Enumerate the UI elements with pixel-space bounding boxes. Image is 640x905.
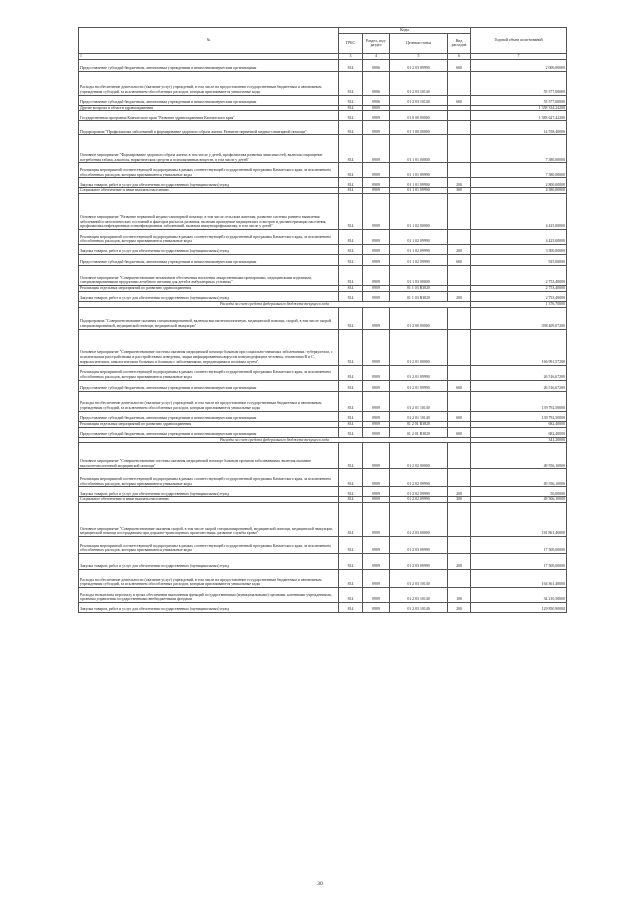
cs-cell: 01 2 03 00000 <box>390 503 448 537</box>
grbs-cell: 814 <box>339 307 363 329</box>
vr-cell <box>448 71 471 95</box>
name-cell: Закупка товаров, работ и услуг для обеспечения государственных (муниципальных) нужд <box>79 178 339 188</box>
cs-cell: 01 2 01 R3820 <box>390 427 448 437</box>
vr-cell <box>448 266 471 286</box>
header-index: 1 <box>79 53 339 59</box>
sum-cell: 4 425,00000 <box>471 194 567 230</box>
vr-cell: 600 <box>448 95 471 105</box>
sum-cell: 139 792,50000 <box>471 411 567 421</box>
razdel-cell: 0909 <box>363 255 390 266</box>
sum-cell: 2 800,00000 <box>471 178 567 188</box>
cs-cell: 01 2 01 09990 <box>390 380 448 391</box>
name-cell: Основное мероприятие "Развитие первичной медико-санитарной помощи, в том числе сельским жителям, развитие системы раннего выявления заболеваний и патологических состояний и факторов риска их развития, включая проведение медицинских осмотров и диспансеризации населения, профилактика инфекционных и неинфекционных заболеваний, включая иммунопрофилактику, в том числе у детей" <box>79 194 339 230</box>
table-row <box>79 365 567 380</box>
razdel-cell: 0909 <box>363 307 390 329</box>
razdel-cell: 0909 <box>363 497 390 503</box>
header-index: 6 <box>448 53 471 59</box>
sum-cell: 398 409,07200 <box>471 307 567 329</box>
sum-cell: 2 753,40000 <box>471 291 567 301</box>
name-cell: Социальное обеспечение и иные выплаты населению <box>79 497 339 503</box>
sum-cell: 139 792,50000 <box>471 391 567 411</box>
grbs-cell: 814 <box>339 469 363 487</box>
vr-cell <box>448 230 471 245</box>
table-row <box>79 291 567 301</box>
name-cell: Подпрограмма "Совершенствование оказания специализированной, включая высокотехнологичную, медицинской помощи, скорой, в том числе скорой специализированной, медицинской помощи, медицинской эвакуации" <box>79 307 339 329</box>
grbs-cell: 814 <box>339 230 363 245</box>
grbs-cell: 814 <box>339 365 363 380</box>
name-cell: Основное мероприятие "Совершенствование оказания скорой, в том числе скорой специализированной, медицинской помощи, медицинской эвакуации, медицинской помощи пострадавшим при дорожно-транспортных происшествиях, развитие службы крови" <box>79 503 339 537</box>
name-cell: Основное мероприятие "Совершенствование системы оказания медицинской помощи больным прочими заболеваниями, включая оказание высокотехнологичной медицинской помощи" <box>79 443 339 469</box>
cs-cell: 01 2 03 10140 <box>390 570 448 588</box>
sum-cell: 682,40000 <box>471 427 567 437</box>
sum-cell: 50,00000 <box>471 487 567 497</box>
cs-cell: 01 1 02 09990 <box>390 255 448 266</box>
grbs-cell: 814 <box>339 554 363 570</box>
sum-cell: 17 500,00000 <box>471 537 567 554</box>
table-body <box>79 59 567 613</box>
grbs-cell: 814 <box>339 487 363 497</box>
name-cell: Расходы на обеспечение деятельности (оказание услуг) учреждений, в том числе на предоставление государственным бюджетным и автономным учреждениям субсидий, за исключением обособленных расходов, которым присваиваются уникальные коды <box>79 71 339 95</box>
cs-cell: 01 1 02 09990 <box>390 245 448 255</box>
table-row <box>79 95 567 105</box>
razdel-cell: 0909 <box>363 588 390 603</box>
header-index: 5 <box>390 53 448 59</box>
grbs-cell: 814 <box>339 135 363 163</box>
name-cell: Расходы на выплаты персоналу в целях обеспечения выполнения функций государственными (муниципальными) органами, казенными учреждениями, органами управления государственными внебюджетными фондами <box>79 588 339 603</box>
table-row <box>79 469 567 487</box>
header-index: 4 <box>363 53 390 59</box>
cs-cell: 01 2 01 10140 <box>390 391 448 411</box>
sum-cell: 17 500,00000 <box>471 554 567 570</box>
cs-cell: 01 2 01 10140 <box>390 411 448 421</box>
name-cell: Расходы на обеспечение деятельности (оказание услуг) учреждений, в том числе на предоставление государственным бюджетным и автономным учреждениям субсидий, за исключением обособленных расходов, которым присваиваются уникальные коды <box>79 391 339 411</box>
table-row <box>79 307 567 329</box>
header-index: 3 <box>339 53 363 59</box>
grbs-cell: 814 <box>339 503 363 537</box>
razdel-cell: 0909 <box>363 487 390 497</box>
vr-cell: 300 <box>448 497 471 503</box>
vr-cell <box>448 365 471 380</box>
name-cell: Подпрограмма "Профилактика заболеваний и формирование здорового образа жизни. Развитие первичной медико-санитарной помощи" <box>79 121 339 135</box>
cs-cell: 01 2 01 R3820 <box>390 421 448 427</box>
vr-cell: 300 <box>448 188 471 194</box>
name-cell: Закупка товаров, работ и услуг для обеспечения государственных (муниципальных) нужд <box>79 487 339 497</box>
table-row <box>79 59 567 71</box>
name-cell: Закупка товаров, работ и услуг для обеспечения государственных (муниципальных) нужд <box>79 245 339 255</box>
header-razdel: Раздел, под-раздел <box>363 33 390 53</box>
sum-cell: 2 753,40000 <box>471 286 567 292</box>
grbs-cell: 814 <box>339 537 363 554</box>
vr-cell: 600 <box>448 59 471 71</box>
table-row <box>79 427 567 437</box>
grbs-cell: 814 <box>339 59 363 71</box>
cs-cell: 01 2 03 10140 <box>390 603 448 613</box>
razdel-cell: 0909 <box>363 603 390 613</box>
razdel-cell: 0909 <box>363 178 390 188</box>
razdel-cell: 0906 <box>363 59 390 71</box>
grbs-cell: 814 <box>339 121 363 135</box>
vr-cell: 600 <box>448 380 471 391</box>
vr-cell: 200 <box>448 245 471 255</box>
grbs-cell: 814 <box>339 588 363 603</box>
header-codes: Коды <box>339 28 471 34</box>
sum-cell: 49 556,10000 <box>471 443 567 469</box>
name-cell: Закупка товаров, работ и услуг для обеспечения государственных (муниципальных) нужд <box>79 603 339 613</box>
cs-cell: 01 1 00 00000 <box>390 121 448 135</box>
table-row <box>79 380 567 391</box>
razdel-cell: 0909 <box>363 286 390 292</box>
razdel-cell: 0909 <box>363 245 390 255</box>
cs-cell: 01 1 01 09990 <box>390 178 448 188</box>
cs-cell: 01 2 01 00000 <box>390 329 448 365</box>
sum-cell: 129 850,90000 <box>471 603 567 613</box>
cs-cell: 01 2 03 10140 <box>390 71 448 95</box>
vr-cell: 200 <box>448 487 471 497</box>
grbs-cell: 814 <box>339 194 363 230</box>
table-row <box>79 71 567 95</box>
razdel-cell: 0909 <box>363 135 390 163</box>
vr-cell <box>448 570 471 588</box>
table-row <box>79 121 567 135</box>
header-index: 7 <box>471 53 567 59</box>
name-cell: Предоставление субсидий бюджетным, автономным учреждениям и иным некоммерческим организациям <box>79 427 339 437</box>
grbs-cell: 814 <box>339 71 363 95</box>
table-row <box>79 163 567 178</box>
sum-cell: 341,20000 <box>471 437 567 443</box>
page-number: 30 <box>317 881 323 887</box>
table-row <box>79 255 567 266</box>
sum-cell: 2 753,40000 <box>471 266 567 286</box>
razdel-cell: 0909 <box>363 163 390 178</box>
vr-cell <box>448 163 471 178</box>
razdel-cell: 0909 <box>363 194 390 230</box>
razdel-cell: 0909 <box>363 469 390 487</box>
cs-cell: 01 1 01 00000 <box>390 135 448 163</box>
sum-cell: 682,40000 <box>471 421 567 427</box>
name-cell: Основное мероприятие "Совершенствование механизмов обеспечения населения лекарственными препаратами, медицинскими изделиями, специализированными продуктами лечебного питания для детей в амбулаторных условиях" <box>79 266 339 286</box>
name-cell: Реализация мероприятий соответствующей подпрограммы в рамках соответствующей государственной программы Камчатского края, за исключением обособленных расходов, которым присваиваются уникальные коды <box>79 537 339 554</box>
note-cell: Расходы за счет средств федерального бюджета текущего года <box>79 301 471 307</box>
cs-cell: 01 2 03 09990 <box>390 59 448 71</box>
document-page <box>78 27 566 613</box>
table-row <box>79 329 567 365</box>
name-cell: Основное мероприятие "Формирование здорового образа жизни, в том числе у детей, профилактика развития зависимостей, включая сокращение потребления табака, алкоголя, наркотических средств и психоактивных веществ, в том числе у детей" <box>79 135 339 163</box>
vr-cell <box>448 194 471 230</box>
cs-cell: 01 2 02 09990 <box>390 497 448 503</box>
sum-cell: 7 380,00000 <box>471 163 567 178</box>
sum-cell: 55 577,00000 <box>471 95 567 105</box>
grbs-cell: 814 <box>339 603 363 613</box>
grbs-cell: 814 <box>339 391 363 411</box>
table-row <box>79 603 567 613</box>
name-cell: Основное мероприятие "Совершенствование системы оказания медицинской помощи больным при социально-значимых заболеваниях: туберкулезом, с психическими расстройствами и расстройствами поведения, лицам инфицированным вирусом иммунодефицита человека, гепатитами В и С, наркологическим, онкологическим больным и больным с заболеваниями, передающимися половым путем" <box>79 329 339 365</box>
header-num: № <box>79 28 339 54</box>
razdel-cell: 0909 <box>363 427 390 437</box>
vr-cell: 200 <box>448 291 471 301</box>
vr-cell <box>448 307 471 329</box>
cs-cell: 01 2 01 09990 <box>390 365 448 380</box>
table-row <box>79 443 567 469</box>
table-row <box>79 245 567 255</box>
name-cell: Другие вопросы в области здравоохранения <box>79 105 339 111</box>
name-cell: Предоставление субсидий бюджетным, автономным учреждениям и иным некоммерческим организациям <box>79 380 339 391</box>
sum-cell: 1 376,70000 <box>471 301 567 307</box>
header-sum: Годовой объем ассигнований <box>471 28 567 54</box>
razdel-cell: 0906 <box>363 95 390 105</box>
table-row <box>79 178 567 188</box>
name-cell: Закупка товаров, работ и услуг для обеспечения государственных (муниципальных) нужд <box>79 291 339 301</box>
vr-cell <box>448 121 471 135</box>
sum-cell: 7 380,00000 <box>471 135 567 163</box>
table-row <box>79 266 567 286</box>
cs-cell: 01 2 02 00000 <box>390 443 448 469</box>
cs-cell: 01 2 00 00000 <box>390 307 448 329</box>
grbs-cell: 814 <box>339 266 363 286</box>
table-row <box>79 411 567 421</box>
budget-table <box>78 27 567 613</box>
name-cell: Предоставление субсидий бюджетным, автономным учреждениям и иным некоммерческим организациям <box>79 95 339 105</box>
name-cell: Предоставление субсидий бюджетным, автономным учреждениям и иным некоммерческим организациям <box>79 59 339 71</box>
razdel-cell: 0909 <box>363 380 390 391</box>
grbs-cell: 814 <box>339 111 363 121</box>
name-cell: Реализация мероприятий соответствующей подпрограммы в рамках соответствующей государственной программы Камчатского края, за исключением обособленных расходов, которым присваиваются уникальные коды <box>79 163 339 178</box>
name-cell: Закупка товаров, работ и услуг для обеспечения государственных (муниципальных) нужд <box>79 554 339 570</box>
razdel-cell: 0909 <box>363 421 390 427</box>
cs-cell: 01 0 00 00000 <box>390 111 448 121</box>
cs-cell: 01 1 03 00000 <box>390 266 448 286</box>
sum-cell: 14 558,40000 <box>471 121 567 135</box>
razdel-cell: 0909 <box>363 266 390 286</box>
table-row <box>79 570 567 588</box>
table-row <box>79 503 567 537</box>
razdel-cell: 0909 <box>363 188 390 194</box>
grbs-cell: 814 <box>339 286 363 292</box>
header-grbs: ГРБС <box>339 33 363 53</box>
cs-cell: 01 1 01 09990 <box>390 163 448 178</box>
razdel-cell: 0909 <box>363 121 390 135</box>
grbs-cell: 814 <box>339 427 363 437</box>
grbs-cell: 814 <box>339 329 363 365</box>
grbs-cell: 814 <box>339 105 363 111</box>
grbs-cell: 814 <box>339 245 363 255</box>
razdel-cell: 0909 <box>363 365 390 380</box>
grbs-cell: 814 <box>339 95 363 105</box>
header-cs: Целевая статья <box>390 33 448 53</box>
grbs-cell: 814 <box>339 380 363 391</box>
grbs-cell: 814 <box>339 188 363 194</box>
header-vr: Вид расходов <box>448 33 471 53</box>
grbs-cell: 814 <box>339 291 363 301</box>
sum-cell: 26 516,67200 <box>471 365 567 380</box>
sum-cell: 49 556,10000 <box>471 469 567 487</box>
vr-cell <box>448 469 471 487</box>
grbs-cell: 814 <box>339 497 363 503</box>
sum-cell: 925,00000 <box>471 255 567 266</box>
grbs-cell: 814 <box>339 255 363 266</box>
note-cell: Расходы за счет средств федерального бюджета текущего года <box>79 437 471 443</box>
razdel-cell: 0909 <box>363 503 390 537</box>
sum-cell: 49 506,10000 <box>471 497 567 503</box>
vr-cell <box>448 111 471 121</box>
cs-cell: 01 2 03 10140 <box>390 588 448 603</box>
sum-cell: 3 500,00000 <box>471 245 567 255</box>
vr-cell <box>448 443 471 469</box>
table-row <box>79 588 567 603</box>
razdel-cell: 0909 <box>363 391 390 411</box>
table-row <box>79 135 567 163</box>
sum-cell: 4 425,00000 <box>471 230 567 245</box>
name-cell: Реализация отдельных мероприятий по развитию здравоохранения <box>79 421 339 427</box>
grbs-cell: 814 <box>339 443 363 469</box>
name-cell: Расходы на обеспечение деятельности (оказание услуг) учреждений, в том числе на предоставление государственным бюджетным и автономным учреждениям субсидий, за исключением обособленных расходов, которым присваиваются уникальные коды <box>79 570 339 588</box>
sum-cell: 164 361,40000 <box>471 570 567 588</box>
razdel-cell: 0909 <box>363 443 390 469</box>
cs-cell: 01 2 03 09990 <box>390 554 448 570</box>
table-row <box>79 537 567 554</box>
table-row <box>79 111 567 121</box>
vr-cell <box>448 537 471 554</box>
table-row <box>79 194 567 230</box>
grbs-cell: 814 <box>339 421 363 427</box>
sum-cell: 55 577,00000 <box>471 71 567 95</box>
razdel-cell: 0909 <box>363 411 390 421</box>
cs-cell: 01 2 02 09990 <box>390 487 448 497</box>
razdel-cell: 0909 <box>363 537 390 554</box>
razdel-cell: 0909 <box>363 230 390 245</box>
grbs-cell: 814 <box>339 570 363 588</box>
vr-cell: 600 <box>448 411 471 421</box>
sum-cell: 166 991,57200 <box>471 329 567 365</box>
cs-cell: 01 1 03 R3820 <box>390 286 448 292</box>
sum-cell: 1 358 334,24200 <box>471 105 567 111</box>
grbs-cell: 814 <box>339 178 363 188</box>
razdel-cell: 0909 <box>363 105 390 111</box>
razdel-cell: 0909 <box>363 111 390 121</box>
cs-cell: 01 2 03 10140 <box>390 95 448 105</box>
cs-cell: 01 1 02 00000 <box>390 194 448 230</box>
vr-cell <box>448 391 471 411</box>
sum-cell: 2 000,00000 <box>471 59 567 71</box>
razdel-cell: 0909 <box>363 554 390 570</box>
cs-cell: 01 2 03 09990 <box>390 537 448 554</box>
vr-cell <box>448 329 471 365</box>
table-row <box>79 230 567 245</box>
razdel-cell: 0906 <box>363 71 390 95</box>
vr-cell <box>448 135 471 163</box>
name-cell: Реализация мероприятий соответствующей подпрограммы в рамках соответствующей государственной программы Камчатского края, за исключением обособленных расходов, которым присваиваются уникальные коды <box>79 469 339 487</box>
razdel-cell: 0909 <box>363 291 390 301</box>
table-header <box>79 28 567 60</box>
name-cell: Реализация мероприятий соответствующей подпрограммы в рамках соответствующей государственной программы Камчатского края, за исключением обособленных расходов, которым присваиваются уникальные коды <box>79 365 339 380</box>
sum-cell: 26 516,67200 <box>471 380 567 391</box>
razdel-cell: 0909 <box>363 570 390 588</box>
sum-cell: 1 383 627,42200 <box>471 111 567 121</box>
vr-cell: 600 <box>448 255 471 266</box>
vr-cell: 100 <box>448 588 471 603</box>
name-cell: Реализация отдельных мероприятий по развитию здравоохранения <box>79 286 339 292</box>
table-row <box>79 554 567 570</box>
grbs-cell: 814 <box>339 163 363 178</box>
sum-cell: 4 580,00000 <box>471 188 567 194</box>
name-cell: Реализация мероприятий соответствующей подпрограммы в рамках соответствующей государственной программы Камчатского края, за исключением обособленных расходов, которым присваиваются уникальные коды <box>79 230 339 245</box>
vr-cell: 200 <box>448 603 471 613</box>
cs-cell: 01 2 02 09990 <box>390 469 448 487</box>
name-cell: Государственная программа Камчатского края "Развитие здравоохранения Камчатского края" <box>79 111 339 121</box>
name-cell: Социальное обеспечение и иные выплаты населению <box>79 188 339 194</box>
name-cell: Предоставление субсидий бюджетным, автономным учреждениям и иным некоммерческим организациям <box>79 411 339 421</box>
vr-cell: 200 <box>448 178 471 188</box>
cs-cell: 01 1 03 R3820 <box>390 291 448 301</box>
vr-cell: 600 <box>448 427 471 437</box>
cs-cell: 01 1 01 09990 <box>390 188 448 194</box>
sum-cell: 34 210,50000 <box>471 588 567 603</box>
name-cell: Предоставление субсидий бюджетным, автономным учреждениям и иным некоммерческим организациям <box>79 255 339 266</box>
cs-cell: 01 1 02 09990 <box>390 230 448 245</box>
grbs-cell: 814 <box>339 411 363 421</box>
table-row <box>79 391 567 411</box>
table-row <box>79 487 567 497</box>
razdel-cell: 0909 <box>363 329 390 365</box>
sum-cell: 181 861,40000 <box>471 503 567 537</box>
vr-cell: 200 <box>448 554 471 570</box>
vr-cell <box>448 503 471 537</box>
